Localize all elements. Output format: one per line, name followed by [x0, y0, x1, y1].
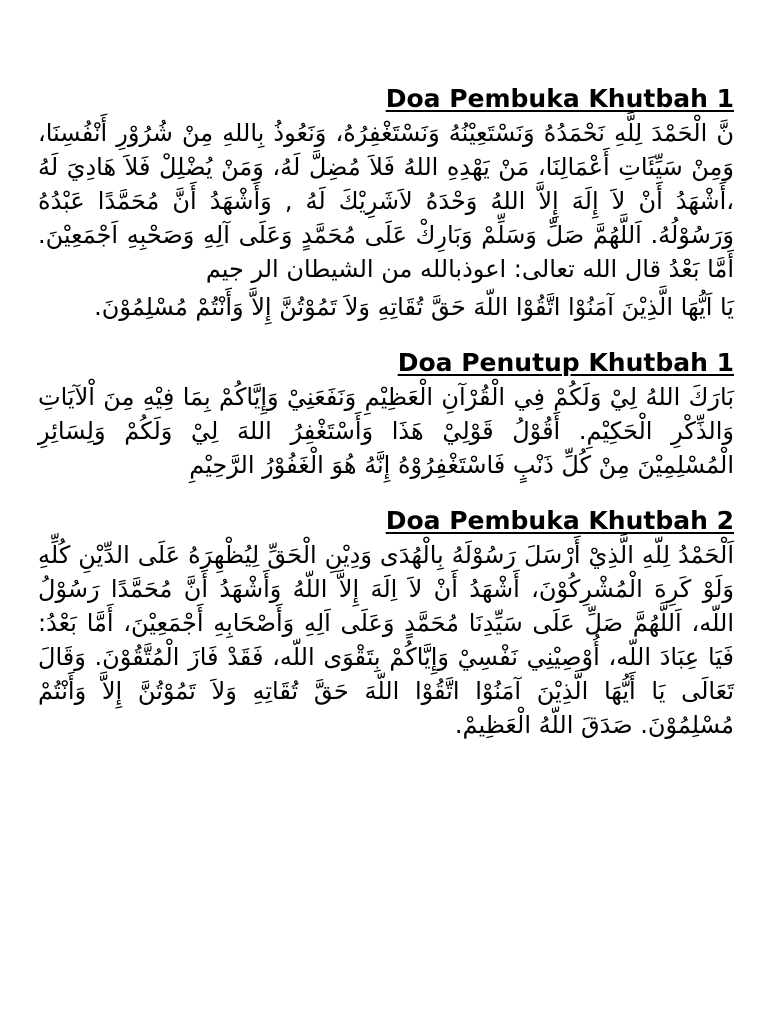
arabic-paragraph: يَا اَيُّهَا الَّذِيْنَ آمَنُوْا اتَّقُوْا اللّهَ حَقَّ تُقَاتِهِ وَلاَ تَمُوْتُنَّ إِلاَّ وَأَنْتُمْ مُسْلِمُوْنَ. [94, 293, 734, 321]
section-title: Doa Penutup Khutbah 1 [397, 348, 734, 377]
section-doa-pembuka-khutbah-1 [38, 82, 734, 324]
arabic-paragraph: اَلْحَمْدُ لِلّهِ الَّذِيْ أَرْسَلَ رَسُوْلَهُ بِالْهُدَى وَدِيْنِ الْحَقِّ لِيُظْهِرَهُ عَلَى الدِّيْنِ كُلِّهِ وَلَوْ كَرِهَ الْمُشْرِكُوْنَ، أَشْهَدُ أَنْ لاَ اِلَهَ إِلاَّ اللّهُ وَأَشْهَدُ أَنَّ مُحَمَّدًا رَسُوْلُ اللّه، اَللَّهُمَّ صَلِّ عَلَى سَيِّدِنَا مُحَمَّدٍ وَعَلَى اَلِهِ وَأَصْحَابِهِ أَجْمَعِيْنَ، أَمَّا بَعْدُ: فَيَا عِبَادَ اللّه، أُوْصِيْنِي نَفْسِيْ وَإِيَّاكُمْ بِتَقْوَى اللّه، فَقَدْ فَازَ الْمُتَّقُوْنَ. وَقَالَ تَعَالَى يَا أَيُّهَا الَّذِيْنَ آمَنُوْا اتَّقُوْا اللّهَ حَقَّ تُقَاتِهِ وَلاَ تَمُوْتُنَّ إِلاَّ وَأَنْتُمْ مُسْلِمُوْنَ. صَدَقَ اللّهُ الْعَظِيمْ. [38, 541, 734, 739]
document-page [38, 82, 734, 742]
section-doa-penutup-khutbah-1 [38, 346, 734, 482]
arabic-paragraph: نَّ الْحَمْدَ لِلَّهِ نَحْمَدُهُ وَنَسْتَعِيْنُهُ وَنَسْتَغْفِرُهُ، وَنَعُوذُ بِاللهِ مِنْ شُرُوْرِ أَنْفُسِنَا، وَمِنْ سَيِّئَاتِ أَعْمَالِنَا، مَنْ يَهْدِهِ اللهُ فَلاَ مُضِلَّ لَهُ، وَمَنْ يُضْلِلْ فَلاَ هَادِيَ لَهُ ،أَشْهَدُ أَنْ لاَ إِلَهَ إِلاَّ اللهُ وَحْدَهُ لاَشَرِيْكَ لَهُ , وَأَشْهَدُ أَنَّ مُحَمَّدًا عَبْدُهُ وَرَسُوْلُهُ. اَللَّهُمَّ صَلِّ وَسَلِّمْ وَبَارِكْ عَلَى مُحَمَّدٍ وَعَلَى آلِهِ وَصَحْبِهِ اَجْمَعِيْنَ. أَمَّا بَعْدُ قال الله تعالى: اعوذبالله من الشيطان الر جيم [38, 119, 734, 283]
section-title: Doa Pembuka Khutbah 2 [385, 506, 734, 535]
section-doa-pembuka-khutbah-2 [38, 504, 734, 742]
section-title: Doa Pembuka Khutbah 1 [385, 84, 734, 113]
arabic-paragraph: بَارَكَ اللهُ لِيْ وَلَكُمْ فِي الْقُرْآنِ الْعَظِيْمِ وَنَفَعَنِيْ وَإِيَّاكُمْ بِمَا فِيْهِ مِنَ اْلآيَاتِ وَالذِّكْرِ الْحَكِيْمِ. أَقُوْلُ قَوْلِيْ هَذَا وَأَسْتَغْفِرُ اللهَ لِيْ وَلَكُمْ وَلِسَائِرِ الْمُسْلِمِيْنَ مِنْ كُلِّ ذَنْبٍ فَاسْتَغْفِرُوْهُ إِنَّهُ هُوَ الْغَفُوْرُ الرَّحِيْمِ [38, 383, 734, 479]
